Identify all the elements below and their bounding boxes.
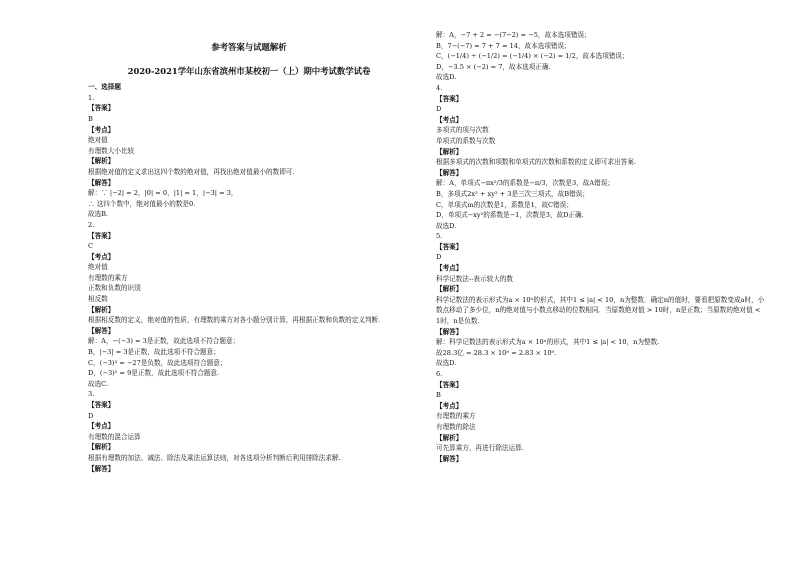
left-column: [88, 34, 410, 474]
section-tag: 【答案】: [88, 231, 115, 240]
section-tag: 【解析】: [88, 157, 115, 166]
text-line: 解：∵ |−2| = 2，|0| = 0，|1| = 1，|−3| = 3，: [88, 189, 238, 198]
section-tag: 【解析】: [88, 305, 115, 314]
section-tag: 【考点】: [88, 252, 115, 261]
text-line: D: [88, 411, 94, 420]
text-line: ∴ 这四个数中，绝对值最小的数是0.: [88, 199, 196, 208]
text-line: D: [436, 105, 442, 114]
section-heading: 一、选择题: [88, 83, 121, 92]
section-tag: 【解答】: [436, 327, 463, 336]
text-line: 相反数: [88, 295, 108, 304]
section-tag: 【考点】: [436, 115, 463, 124]
text-line: 科学记数法--表示较大的数: [436, 274, 513, 283]
text-line: 有理数的除法: [436, 422, 476, 431]
section-tag: 【答案】: [436, 380, 463, 389]
section-tag: 【解答】: [88, 464, 115, 473]
text-line: 绝对值: [88, 136, 108, 145]
section-tag: 【解答】: [88, 326, 115, 335]
text-line: 科学记数法的表示形式为a × 10ⁿ的形式，其中1 ≤ |a| < 10，n为整数．确定n的值时，要看把原数变成a时，小数点移动了多少位，n的绝对值与小数点移动的位数相同．当原数绝对值 > 10时，n是正数；当原数的绝对值 < 1时，n是负数.: [436, 295, 765, 326]
text-line: 故选D.: [436, 73, 457, 82]
section-tag: 【解析】: [88, 443, 115, 452]
text-line: 故选C.: [88, 379, 109, 388]
text-line: 绝对值: [88, 263, 108, 272]
text-line: 2.: [88, 220, 95, 229]
text-line: D: [436, 253, 442, 262]
text-line: 有理数的乘方: [436, 412, 476, 421]
text-line: 有理数的乘方: [88, 273, 128, 282]
text-line: D，单项式−xy²的系数是−1，次数是3，故D正确.: [436, 211, 584, 220]
section-tag: 【考点】: [436, 401, 463, 410]
text-line: 故选D.: [436, 221, 457, 230]
text-line: 正数和负数的识别: [88, 284, 141, 293]
section-tag: 【答案】: [88, 104, 115, 113]
section-tag: 【解析】: [436, 285, 463, 294]
document-subtitle: 2020-2021学年山东省滨州市某校初一（上）期中考试数学试卷: [127, 65, 371, 76]
section-tag: 【解析】: [436, 147, 463, 156]
text-line: 根据相反数的定义，绝对值的性质，有理数的乘方对各小题分别计算，再根据正数和负数的定义判断.: [88, 316, 381, 325]
text-line: B，多项式2x² + xy² + 3是三次三项式，故B错误；: [436, 189, 589, 198]
text-line: 多项式的项与次数: [436, 126, 489, 135]
section-tag: 【答案】: [436, 94, 463, 103]
text-line: B，7−(−7) = 7 + 7 = 14，故本选项错误；: [436, 41, 571, 50]
text-line: D，−3.5 × (−2) = 7，故本选项正确.: [436, 62, 551, 71]
text-line: 解：A，单项式−πx²/3的系数是−π/3，次数是3，故A错误；: [436, 179, 614, 188]
section-tag: 【解析】: [436, 433, 463, 442]
text-line: 根据有理数的加法、减法、除法及乘法运算法则，对各选项分析判断后利用排除法求解.: [88, 453, 341, 462]
section-tag: 【考点】: [436, 264, 463, 273]
text-line: 解：A，−7 + 2 = −(7−2) = −5，故本选项错误；: [436, 31, 591, 39]
text-line: 可先算乘方，再进行除法运算.: [436, 444, 524, 453]
text-line: 单项式的系数与次数: [436, 136, 496, 145]
text-line: 有理数的混合运算: [88, 432, 141, 441]
text-line: 1.: [88, 93, 95, 102]
section-tag: 【解答】: [436, 454, 463, 463]
text-line: 故28.3亿 = 28.3 × 10⁸ = 2.83 × 10⁹.: [436, 348, 557, 357]
text-line: 解：A，−(−3) = 3是正数，故此选项不符合题意；: [88, 337, 240, 346]
text-line: 3.: [88, 390, 95, 399]
text-line: 5.: [436, 232, 443, 241]
text-line: B: [88, 114, 93, 123]
text-line: 根据绝对值的定义求出这四个数的绝对值，再找出绝对值最小的数即可.: [88, 167, 295, 176]
text-line: 解：科学记数法的表示形式为a × 10ⁿ的形式，其中1 ≤ |a| < 10，n为整数.: [436, 338, 660, 347]
text-line: 故选B.: [88, 210, 109, 219]
section-tag: 【答案】: [436, 242, 463, 251]
text-line: 根据多项式的次数和项数和单项式的次数和系数的定义即可求出答案.: [436, 158, 636, 167]
section-tag: 【解答】: [436, 168, 463, 177]
text-line: 4.: [436, 83, 443, 92]
text-line: C: [88, 242, 94, 251]
text-line: 6.: [436, 370, 443, 378]
section-tag: 【考点】: [88, 125, 115, 134]
section-tag: 【答案】: [88, 401, 115, 409]
text-line: C，(−1/4) ÷ (−1/2) = (−1/4) × (−2) = 1/2，故本选项错误；: [436, 52, 629, 61]
text-line: 有理数大小比较: [88, 146, 135, 155]
text-line: D，(−3)² = 9是正数，故此选项不符合题意.: [88, 369, 220, 378]
text-line: B: [436, 391, 441, 400]
text-line: B，|−3| = 3是正数，故此选项不符合题意；: [88, 348, 220, 357]
text-line: 故选D.: [436, 359, 457, 368]
text-line: C，(−3)³ = −27是负数，故此选项符合题意；: [88, 358, 227, 367]
right-column: [436, 30, 766, 464]
document-title: 参考答案与试题解析: [211, 42, 287, 52]
text-line: C，单项式m的次数是1，系数是1，故C错误；: [436, 200, 573, 209]
section-tag: 【解答】: [88, 178, 115, 187]
section-tag: 【考点】: [88, 422, 115, 431]
